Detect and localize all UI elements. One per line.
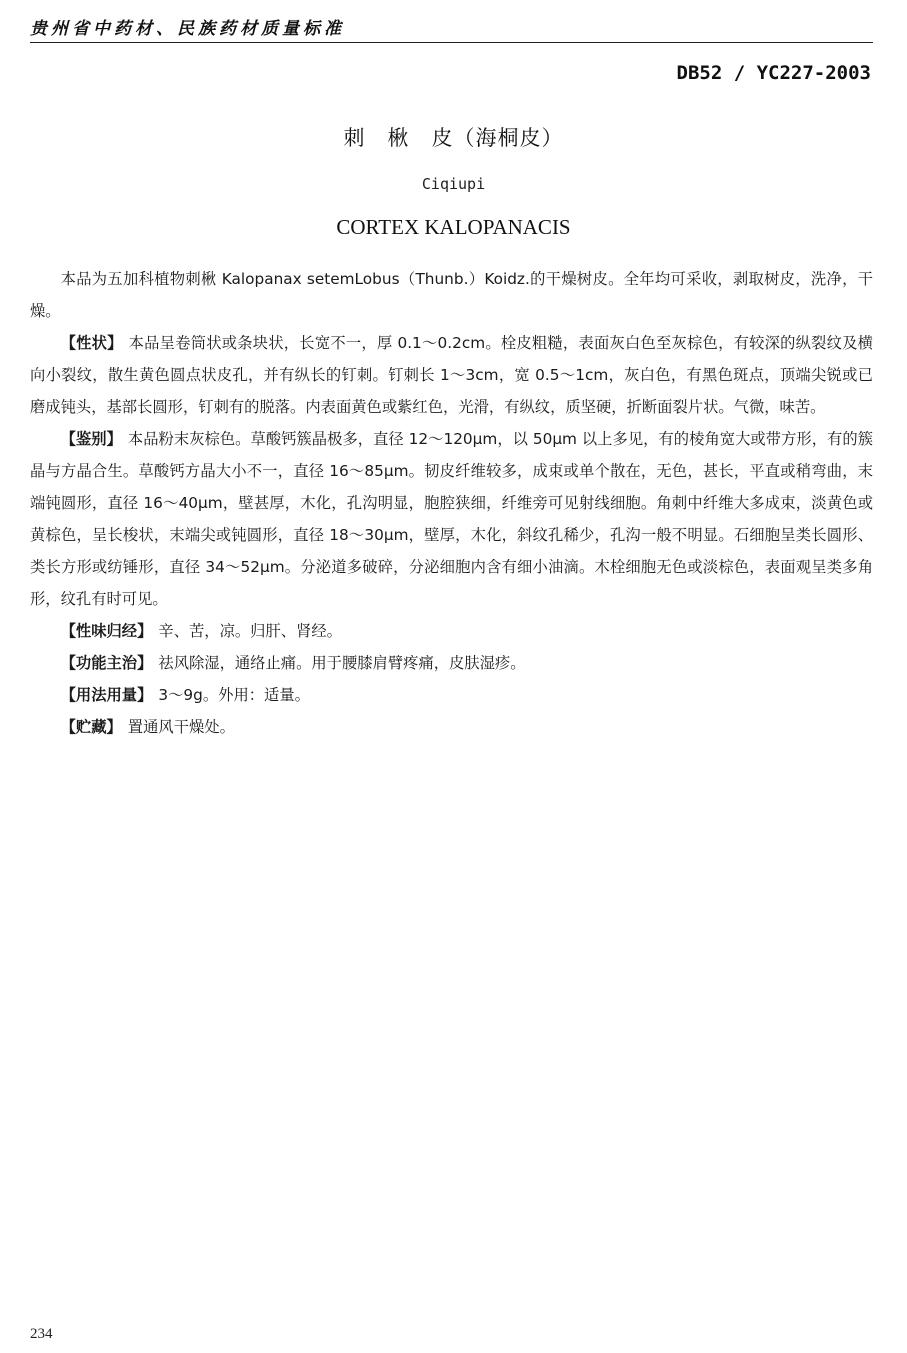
section-text: 本品呈卷筒状或条块状，长宽不一，厚 0.1～0.2cm。栓皮粗糙，表面灰白色至灰棕色，有较深的纵裂纹及横向小裂纹，散生黄色圆点状皮孔，并有纵长的钉刺。钉刺长 1～3cm，宽 0.5～1cm，灰白色，有黑色斑点，顶端尖锐或已磨成钝头，基部长圆形，钉刺有的脱落。内表面黄色或紫红色，光滑，有纵纹，质坚硬，折断面裂片状。气微，味苦。 xyxy=(30,334,873,416)
section-storage xyxy=(30,711,873,743)
intro-paragraph: 本品为五加科植物刺楸 Kalopanax setemLobus（Thunb.）Koidz.的干燥树皮。全年均可采收，剥取树皮，洗净，干燥。 xyxy=(30,270,873,320)
section-text: 置通风干燥处。 xyxy=(127,718,235,736)
section-text: 祛风除湿，通络止痛。用于腰膝肩臂疼痛，皮肤湿疹。 xyxy=(158,654,526,672)
title-pinyin: Ciqiupi xyxy=(421,175,486,193)
section-identification xyxy=(30,423,873,615)
section-label: 【用法用量】 xyxy=(60,686,153,704)
monograph-body xyxy=(30,263,873,743)
header-divider xyxy=(30,42,873,43)
section-label: 【性状】 xyxy=(60,334,123,352)
page-title: 刺 楸 皮（海桐皮） xyxy=(343,126,564,150)
section-function xyxy=(30,647,873,679)
title-latin: CORTEX KALOPANACIS xyxy=(336,215,571,239)
section-character xyxy=(30,327,873,423)
section-usage xyxy=(30,679,873,711)
page-number: 234 xyxy=(30,1326,53,1342)
section-label: 【鉴别】 xyxy=(60,430,122,448)
standard-code: DB52 / YC227-2003 xyxy=(676,62,871,84)
section-text: 辛、苦，凉。归肝、肾经。 xyxy=(158,622,342,640)
section-text: 本品粉末灰棕色。草酸钙簇晶极多，直径 12～120μm，以 50μm 以上多见，有的棱角宽大或带方形，有的簇晶与方晶合生。草酸钙方晶大小不一，直径 16～85μm。韧皮纤维较多，成束或单个散在，无色，甚长，平直或稍弯曲，末端钝圆形，直径 16～40μm，壁甚厚，木化，孔沟明显，胞腔狭细，纤维旁可见射线细胞。角刺中纤维大多成束，淡黄色或黄棕色，呈长梭状，末端尖或钝圆形，直径 18～30μm，壁厚，木化，斜纹孔稀少，孔沟一般不明显。石细胞呈类长圆形、类长方形或纺锤形，直径 34～52μm。分泌道多破碎，分泌细胞内含有细小油滴。木栓细胞无色或淡棕色，表面观呈类多角形，纹孔有时可见。 xyxy=(30,430,873,608)
page-header-series-title: 贵州省中药材、民族药材质量标准 xyxy=(30,19,345,39)
section-nature-meridian xyxy=(30,615,873,647)
section-label: 【贮藏】 xyxy=(60,718,122,736)
section-label: 【性味归经】 xyxy=(60,622,153,640)
section-text: 3～9g。外用：适量。 xyxy=(158,686,310,704)
section-label: 【功能主治】 xyxy=(60,654,153,672)
